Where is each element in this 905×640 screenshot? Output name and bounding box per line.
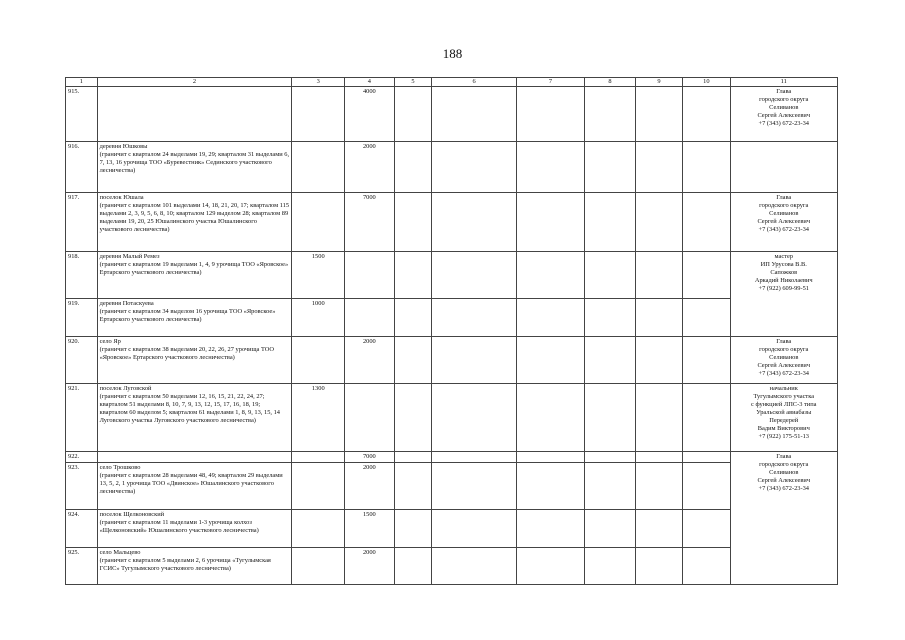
settlement-boundary: (граничит с кварталом 34 выделом 16 урочища ТОО «Яровское» Ертарского участкового лесничества) [99,308,276,323]
row-number: 915. [66,87,98,142]
empty-cell [585,87,636,142]
settlement-boundary: (граничит с кварталом 101 выделами 14, 18, 21, 20, 17; кварталом 115 выделами 2, 3, 9, 5, 6, 8, 10; кварталом 129 выделом 28; кварталом 89 выделами 19, 20, 25 Юшалинского участка Юшалинского участкового лесничества) [99,202,290,233]
table-row [66,463,838,510]
empty-cell [683,384,730,452]
contact-line: +7 (343) 672-23-34 [758,485,809,492]
col3-value [292,510,345,548]
empty-cell [635,548,682,585]
settlement-cell [97,142,292,193]
settlement-cell [97,548,292,585]
column-header: 9 [635,78,682,87]
settlement-cell [97,452,292,463]
contact-line: городского округа [759,96,809,103]
contact-line: Селиванов [769,469,799,476]
col3-value [292,193,345,252]
empty-cell [516,337,584,384]
settlement-name: деревня Юшковы [99,143,148,150]
contact-line: ИП Урусова В.В. [760,261,807,268]
row-number: 917. [66,193,98,252]
contact-line: городского округа [759,202,809,209]
settlement-boundary: (граничит с кварталом 19 выделами 1, 4, 9 урочища ТОО «Яровское» Ертарского участкового лесничества) [99,261,289,276]
empty-cell [516,452,584,463]
empty-cell [516,384,584,452]
empty-cell [585,252,636,299]
empty-cell [585,463,636,510]
contact-line: +7 (343) 672-23-34 [758,370,809,377]
column-header: 8 [585,78,636,87]
contact-line: Вадим Викторович [757,425,810,432]
empty-cell [432,299,516,337]
empty-cell [516,510,584,548]
empty-cell [683,87,730,142]
empty-cell [394,193,432,252]
column-header: 1 [66,78,98,87]
empty-cell [635,510,682,548]
empty-cell [394,299,432,337]
contact-line: Глава [776,338,792,345]
contact-line: начальник [769,385,798,392]
column-header: 5 [394,78,432,87]
empty-cell [585,337,636,384]
empty-cell [516,299,584,337]
settlement-name: поселок Луговской [99,385,152,392]
col4-value: 4000 [345,87,395,142]
responsible-contact [730,337,837,384]
settlement-cell [97,193,292,252]
settlement-boundary: (граничит с кварталом 5 выделами 2, 6 урочища «Тугулымская ГСИС» Тугулымского участкового лесничества) [99,557,271,572]
empty-cell [635,299,682,337]
empty-cell [635,193,682,252]
col4-value: 1500 [345,510,395,548]
settlement-boundary: (граничит с кварталом 28 выделами 48, 49; кварталом 29 выделами 13, 5, 2, 1 урочища ТОО «Двинское» Юшалинского участкового лесничества) [99,472,283,495]
empty-cell [394,142,432,193]
row-number: 923. [66,463,98,510]
page-number: 188 [442,46,463,61]
settlement-cell [97,510,292,548]
contact-line: +7 (922) 175-51-13 [758,433,809,440]
settlement-cell [97,384,292,452]
col4-value: 2000 [345,463,395,510]
contact-line: Селиванов [769,104,799,111]
empty-cell [394,452,432,463]
empty-cell [394,337,432,384]
empty-cell [394,87,432,142]
table-row [66,299,838,337]
empty-cell [683,142,730,193]
table-row [66,337,838,384]
contact-line: +7 (922) 609-99-51 [758,285,809,292]
column-header: 11 [730,78,837,87]
col3-value [292,142,345,193]
settlement-name: село Мальцево [99,549,141,556]
contact-line: Селиванов [769,354,799,361]
empty-cell [635,142,682,193]
row-number: 918. [66,252,98,299]
settlement-cell [97,87,292,142]
row-number: 921. [66,384,98,452]
empty-cell [516,142,584,193]
empty-cell [635,463,682,510]
col3-value [292,87,345,142]
column-header: 7 [516,78,584,87]
empty-cell [683,337,730,384]
empty-cell [585,548,636,585]
empty-cell [516,87,584,142]
contact-line: Глава [776,194,792,201]
contact-line: Глава [776,88,792,95]
column-header: 2 [97,78,292,87]
empty-cell [516,193,584,252]
empty-cell [394,252,432,299]
contact-line: мастер [774,253,793,260]
empty-cell [585,452,636,463]
row-number: 922. [66,452,98,463]
row-number: 916. [66,142,98,193]
empty-cell [516,252,584,299]
empty-cell [432,142,516,193]
col4-value: 2000 [345,142,395,193]
table-row [66,384,838,452]
col3-value: 1000 [292,299,345,337]
contact-line: городского округа [759,461,809,468]
empty-cell [394,463,432,510]
table-row [66,452,838,463]
empty-cell [635,337,682,384]
settlement-boundary: (граничит с кварталом 24 выделами 19, 29; кварталом 31 выделами 6, 7, 13, 16 урочища ТОО «Буревестник» Сединского участкового лесничества) [99,151,290,174]
settlement-cell [97,463,292,510]
table-row [66,252,838,299]
col3-value [292,337,345,384]
empty-cell [432,463,516,510]
table-row [66,87,838,142]
empty-cell [432,548,516,585]
col4-value: 7000 [345,193,395,252]
settlement-cell [97,252,292,299]
header-row [66,78,838,87]
empty-cell [683,548,730,585]
responsible-contact [730,384,837,452]
settlement-name: поселок Юшала [99,194,144,201]
contact-line: с функцией ЛПС-3 типа [751,401,817,408]
empty-cell [635,384,682,452]
empty-cell [516,548,584,585]
col3-value [292,548,345,585]
empty-cell [585,384,636,452]
settlement-name: поселок Щелконовский [99,511,165,518]
empty-cell [432,252,516,299]
settlement-boundary: (граничит с кварталом 50 выделами 12, 16, 15, 21, 22, 24, 27; кварталом 51 выделами 8, 10, 7, 9, 13, 12, 15, 17, 16, 18, 19; кварталом 60 выделом 5; кварталом 61 выделами 1, 8, 9, 13, 15, 14 Луговского участка Луговского участкового лесничества) [99,393,280,424]
settlement-name: село Трошково [99,464,141,471]
col4-value [345,252,395,299]
empty-cell [683,452,730,463]
empty-cell [394,548,432,585]
responsible-contact [730,452,837,585]
empty-cell [635,87,682,142]
empty-cell [432,384,516,452]
col4-value: 2000 [345,337,395,384]
contact-line: +7 (343) 672-23-34 [758,120,809,127]
col4-value: 7000 [345,452,395,463]
empty-cell [635,452,682,463]
empty-cell [432,337,516,384]
empty-cell [585,193,636,252]
column-header: 10 [683,78,730,87]
table-row [66,193,838,252]
contact-line: городского округа [759,346,809,353]
column-header: 6 [432,78,516,87]
empty-cell [585,510,636,548]
row-number: 919. [66,299,98,337]
column-header: 3 [292,78,345,87]
col3-value: 1300 [292,384,345,452]
col4-value [345,299,395,337]
table-row [66,142,838,193]
row-number: 924. [66,510,98,548]
settlement-name: деревня Малый Ремез [99,253,160,260]
empty-cell [585,299,636,337]
contact-line: Передерей [769,417,799,424]
contact-line: +7 (343) 672-23-34 [758,226,809,233]
empty-cell [730,142,837,193]
table-row [66,548,838,585]
contact-line: Глава [776,453,792,460]
table-row [66,510,838,548]
responsible-contact [730,87,837,142]
settlement-boundary: (граничит с кварталом 38 выделами 20, 22, 26, 27 урочища ТОО «Яровское» Ертарского участкового лесничества) [99,346,275,361]
contact-line: Сергей Алексеевич [757,112,811,119]
col3-value: 1500 [292,252,345,299]
empty-cell [683,299,730,337]
contact-line: Уральской авиабазы [756,409,812,416]
empty-cell [516,463,584,510]
settlement-name: село Яр [99,338,121,345]
col3-value [292,452,345,463]
empty-cell [683,463,730,510]
empty-cell [683,193,730,252]
empty-cell [394,510,432,548]
empty-cell [635,252,682,299]
responsible-contact [730,252,837,337]
empty-cell [683,510,730,548]
row-number: 920. [66,337,98,384]
contact-line: Сергей Алексеевич [757,218,811,225]
empty-cell [394,384,432,452]
contact-line: Сапожков [770,269,798,276]
column-header: 4 [345,78,395,87]
contact-line: Сергей Алексеевич [757,362,811,369]
empty-cell [432,452,516,463]
settlement-name: деревня Потаскуева [99,300,154,307]
contact-line: Аркадий Николаевич [754,277,813,284]
settlement-cell [97,299,292,337]
settlement-cell [97,337,292,384]
empty-cell [432,193,516,252]
col4-value: 2000 [345,548,395,585]
empty-cell [585,142,636,193]
settlement-boundary: (граничит с кварталом 11 выделами 1-3 урочища колхоз «Щелконовский» Юшалинского участкового лесничества) [99,519,259,534]
contact-line: Селиванов [769,210,799,217]
data-table [65,77,838,585]
contact-line: Сергей Алексеевич [757,477,811,484]
empty-cell [683,252,730,299]
responsible-contact [730,193,837,252]
col4-value [345,384,395,452]
contact-line: Тугулымского участка [753,393,815,400]
empty-cell [432,87,516,142]
row-number: 925. [66,548,98,585]
col3-value [292,463,345,510]
empty-cell [432,510,516,548]
